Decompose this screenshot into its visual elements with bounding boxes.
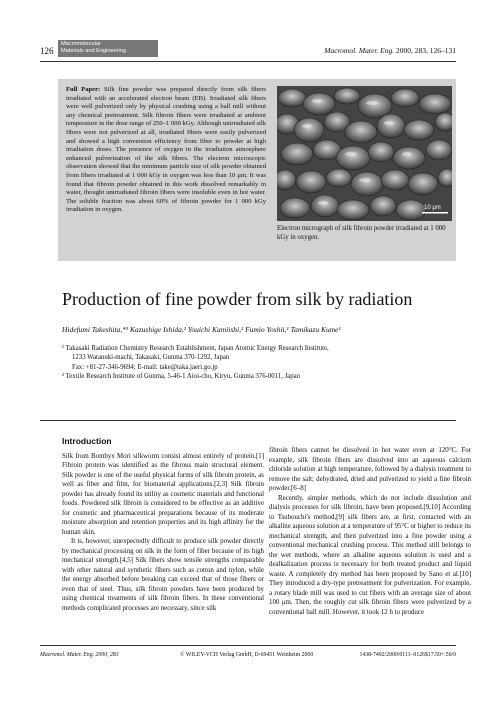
affiliation-1: ¹ Takasaki Radiation Chemistry Research Establishment, Japan Atomic Energy Research Institute,: [62, 345, 329, 352]
abstract-body: Silk fine powder was prepared directly from silk fibers irradiated with an accelerated electron beam (EB). Irradiated silk fibers were well pulverized only by physical crushing using a ball mill without any chemical pretreatment. Silk fibroin fibers were irradiated at ambient temperature in the dose range of 250–1 000 kGy. Although unirradiated silk fibers were not pulverized at all, irradiated fibers were easily pulverized and showed a high conversion efficiency from fiber to powder at high irradiation doses. The presence of oxygen in the irradiation atmosphere enhanced pulverization of the silk fibers. The electron microscopic observation showed that the minimum particle size of silk powder obtained from fibers irradiated at 1 000 kGy in oxygen was less than 10 μm. It was found that fibroin powder obtained in this work dissolved remarkably in water, thought unirradiated fibroin fibers were insoluble even in hot water. The soluble fraction was about 60% of fibroin powder for 1 000 kGy irradiation in oxygen.: [66, 86, 266, 214]
abstract-label: Full Paper:: [66, 86, 101, 93]
journal-band-line1: Macromolecular: [61, 41, 101, 47]
journal-citation: [324, 46, 456, 55]
section-heading: Introduction: [62, 436, 112, 446]
paper-title: Production of fine powder from silk by radiation: [62, 289, 413, 309]
micrograph-image: [277, 86, 452, 221]
section-rule: [40, 420, 456, 421]
figure-caption: Electron micrograph of silk fibroin powder irradiated at 1 000 kGy in oxygen.: [277, 225, 446, 241]
journal-band: [58, 40, 158, 57]
page-number: 126: [40, 46, 54, 56]
affiliation-1-address: 1233 Watanuki-machi, Takasaki, Gunma 370-1292, Japan: [72, 354, 230, 362]
paragraph: fibroin fibers cannot be dissolved in hot water even at 120°C. For example, silk fibroin fibers are dissolved into an aqueous calcium chloride solution at high temperature, followed by a dialysis treatment to remove the salt; dehydrated, dried and pulverized to yield a fine fibroin powder.[6–8]: [269, 447, 471, 492]
paragraph: Recently, simpler methods, which do not include dissolution and dialysis processes for silk fibroin, have been proposed.[9,10] According to Tsubouchi's method,[9] silk fibers are, at first, contacted with an alkaline aqueous solution at a temperature of 95°C or higher to reduce its mechanical strength, and then pulverized into a fine powder using a conventional mechanical crushing process. This method still belongs to the wet methods, where an alkaline aqueous solution is used and a dealkalization process is necessary for both treated product and liquid waste. A completely dry method has been proposed by Sano et al.[10] They introduced a dry-type pretreatment for pulverization. For example, a rotary blade mill was used to cut fibers with an average size of about 100 μm. Then, the roughly cut silk fibroin fibers were pulverized by a conventional ball mill. However, it took 12 h to produce: [269, 494, 471, 616]
author-list: Hidefumi Takeshita,*¹ Kazushige Ishida,² Youichi Kamiishi,² Fumio Yoshii,¹ Tamikazu Kume¹: [62, 325, 341, 334]
scale-bar-label: 10 μm: [424, 205, 441, 211]
footer-citation: Macromol. Mater. Eng. 2000, 283: [40, 652, 119, 658]
right-column: [269, 446, 471, 617]
electron-micrograph: [277, 86, 452, 221]
header-rule: [40, 61, 456, 62]
affiliation-1-contact: Fax: +81-27-346-9694; E-mail: take@taka.jaeri.go.jp: [72, 363, 218, 371]
footer-issn: 1438-7492/2000/0111–0126$17.50+.50/0: [359, 652, 456, 658]
paragraph: Silk from Bombyx Mori silkworm consist almost entirely of protein.[1] Fibroin protein was identified as the fibrous main structural element. Silk powder is one of the useful physical forms of silk fibroin protein, as well as fiber and film, for biomaterial applications.[2,3] Silk fibroin powder has already found its utility as cosmetic materials and functional foods. Powdered silk fibroin is considered to be effective as an additive for cosmetic and pharmaceutical preparations because of its moderate moisture absorption and retention properties and its high affinity for the human skin.: [62, 452, 264, 536]
affiliations: [62, 344, 462, 381]
abstract: [66, 86, 266, 215]
footer-rule: [40, 645, 456, 646]
left-column: [62, 437, 264, 613]
paragraph: It is, however, unexpectedly difficult to produce silk powder directly by mechanical processing on silk in the form of fiber because of its high mechanical strength.[4,5] Silk fibers show tensile strengths comparable with other natural and synthetic fibers such as cotton and nylon, while the energy absorbed before breaking can exceed that of those fibers or even that of steel. Thus, silk fibroin powders have been produced by using chemical treatments of silk fibroin fibers. In these conventional methods complicated processes are necessary, since silk: [62, 538, 264, 612]
journal-citation-volume: 2000, 283, 126–131: [394, 46, 456, 55]
journal-citation-name: Macromol. Mater. Eng.: [324, 46, 395, 55]
affiliation-2: ² Textile Research Institute of Gunma, 5-46-1 Aioi-cho, Kiryu, Gunma 376-0011, Japan: [62, 372, 301, 380]
footer-copyright: © WILEY-VCH Verlag GmbH, D-69451 Weinheim 2000: [180, 652, 314, 658]
journal-band-line2: Materials and Engineering: [61, 48, 126, 54]
